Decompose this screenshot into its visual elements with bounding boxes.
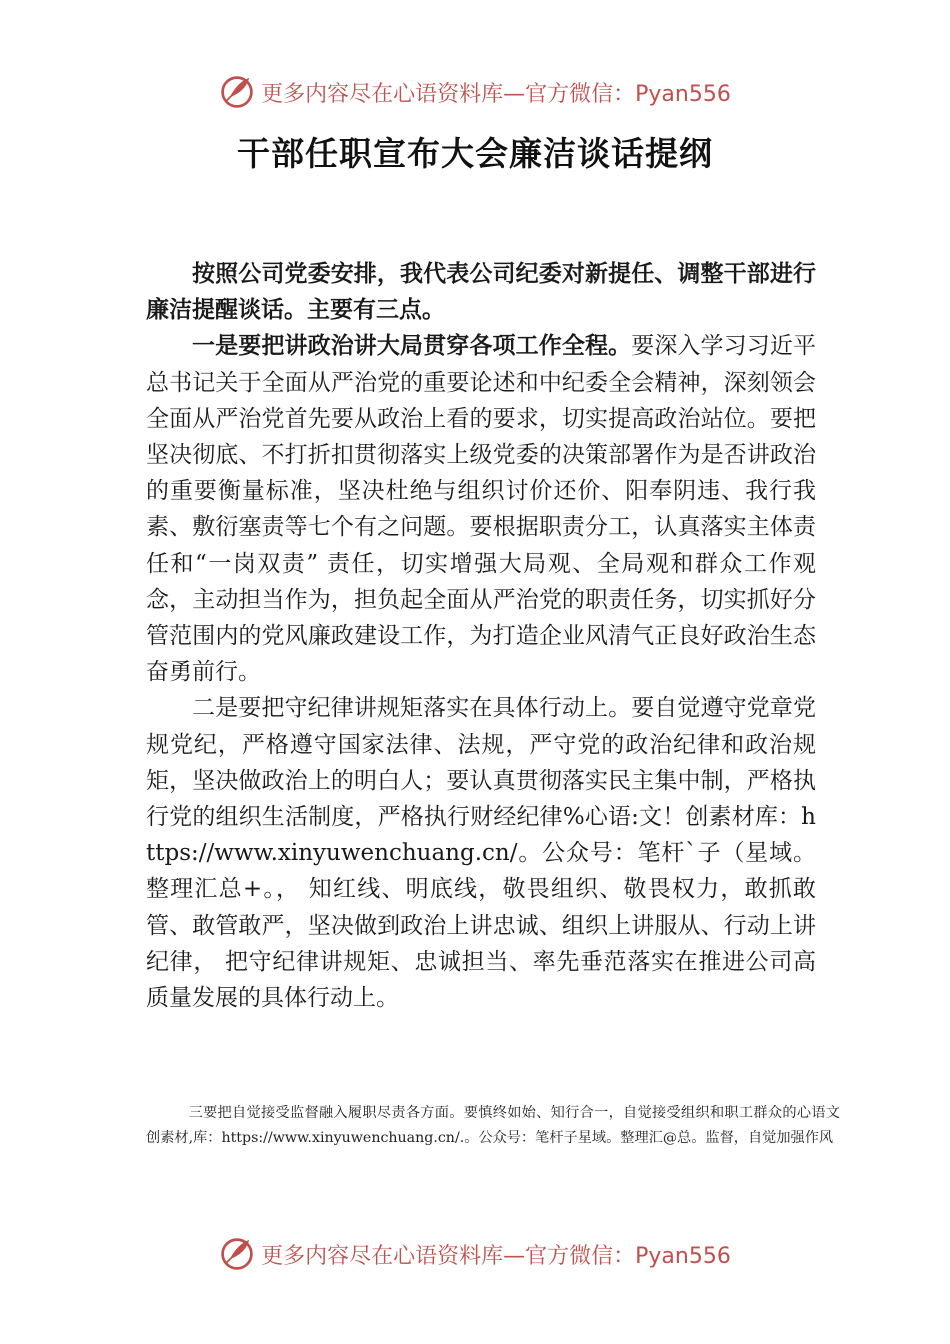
paragraph-point-two-text: 二是要把守纪律讲规矩落实在具体行动上。要自觉遵守党章党规党纪，严格遵守国家法律、法规，严守党的政治纪律和政治规矩，坚决做政治上的明白人；要认真贯彻落实民主集中制，严格执行党的组织生活制度，严格执行财经纪律%心语:文！创素材库：https://www.xinyuwenchuang.cn/。公众号：笔杆`子（星域。整理汇总+。， 知红线、明底线，敬畏组织、敬畏权力，敢抓敢管、敢管敢严，坚决做到政治上讲忠诚、组织上讲服从、行动上讲纪律， 把守纪律讲规矩、忠诚担当、率先垂范落实在推进公司高质量发展的具体行动上。 bbox=[146, 695, 816, 1012]
header-watermark bbox=[0, 70, 950, 114]
point-three-paragraph bbox=[146, 1101, 840, 1151]
watermark-text: 更多内容尽在心语资料库—官方微信：Pyan556 bbox=[261, 1243, 731, 1269]
footer-watermark bbox=[0, 1232, 950, 1276]
paragraph-intro-bold: 按照公司党委安排，我代表公司纪委对新提任、调整干部进行廉洁提醒谈话。主要有三点。 bbox=[146, 260, 816, 324]
footnote-text: 三要把自觉接受监督融入履职尽责各方面。要慎终如始、知行合一，自觉接受组织和职工群众的心语文创素材,库：https://www.xinyuwenchuang.cn/.。公众号：笔杆子星域。整理汇@总。监督，自觉加强作风 bbox=[146, 1105, 840, 1146]
paragraph-intro bbox=[146, 256, 816, 328]
paragraph-point-one-heading: 一是要把讲政治讲大局贯穿各项工作全程。 bbox=[192, 332, 632, 360]
page-title: 干部任职宣布大会廉洁谈话提纲 bbox=[237, 134, 713, 173]
document-body bbox=[146, 256, 816, 1016]
feather-logo-icon bbox=[219, 1236, 255, 1272]
paragraph-point-one-text: 要深入学习习近平总书记关于全面从严治党的重要论述和中纪委全会精神，深刻领会全面从严治党首先要从政治上看的要求，切实提高政治站位。要把坚决彻底、不打折扣贯彻落实上级党委的决策部署作为是否讲政治的重要衡量标准，坚决杜绝与组织讨价还价、阳奉阴违、我行我素、敷衍塞责等七个有之问题。要根据职责分工，认真落实主体责任和“一岗双责” 责任，切实增强大局观、全局观和群众工作观念，主动担当作为，担负起全面从严治党的职责任务，切实抓好分管范围内的党风廉政建设工作，为打造企业风清气正良好政治生态奋勇前行。 bbox=[146, 333, 817, 686]
paragraph-point-two bbox=[146, 690, 816, 1016]
paragraph-point-one bbox=[146, 328, 816, 690]
feather-logo-icon bbox=[219, 74, 255, 110]
watermark-text: 更多内容尽在心语资料库—官方微信：Pyan556 bbox=[261, 81, 731, 107]
